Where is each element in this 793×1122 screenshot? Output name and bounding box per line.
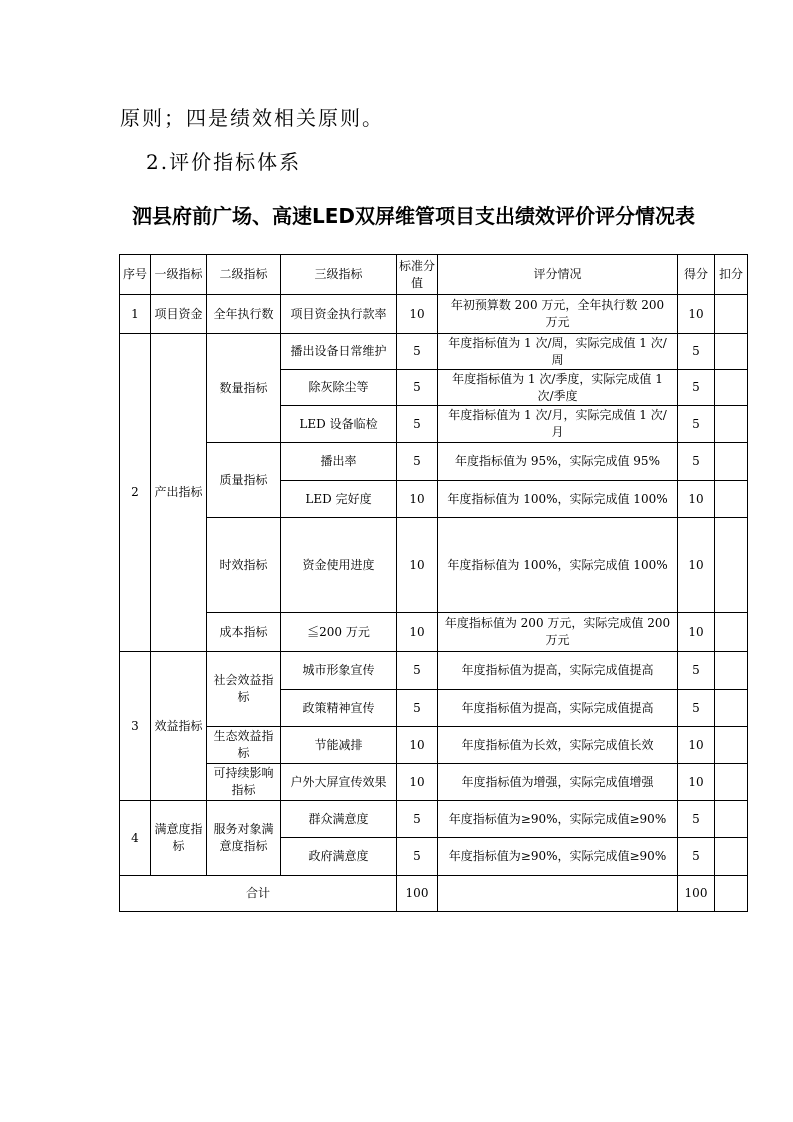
- score-cell: 5: [678, 406, 715, 443]
- level3-cell: 节能减排: [281, 727, 397, 764]
- level3-cell: 政府满意度: [281, 838, 397, 876]
- score-cell: 5: [678, 801, 715, 838]
- level3-cell: 除灰除尘等: [281, 370, 397, 406]
- deduct-cell: [715, 764, 748, 801]
- section-heading: 2.评价指标体系: [146, 150, 302, 174]
- deduct-cell: [715, 801, 748, 838]
- eval-cell: 年度指标值为 100%，实际完成值 100%: [438, 518, 678, 613]
- deduct-cell: [715, 406, 748, 443]
- eval-cell: 年度指标值为提高，实际完成值提高: [438, 652, 678, 690]
- level3-cell: ≦200 万元: [281, 613, 397, 652]
- deduct-cell: [715, 727, 748, 764]
- std-cell: 5: [397, 406, 438, 443]
- level3-cell: 播出率: [281, 443, 397, 481]
- table-row: [120, 801, 748, 838]
- level3-cell: 项目资金执行款率: [281, 295, 397, 334]
- deduct-cell: [715, 518, 748, 613]
- seq-cell: 1: [120, 295, 151, 334]
- header-level1: 一级指标: [151, 255, 207, 295]
- table-row: [120, 652, 748, 690]
- level2-cell: 数量指标: [207, 334, 281, 443]
- deduct-cell: [715, 690, 748, 727]
- eval-cell: 年度指标值为 1 次/季度，实际完成值 1 次/季度: [438, 370, 678, 406]
- level3-cell: LED 设备临检: [281, 406, 397, 443]
- level1-cell: 效益指标: [151, 652, 207, 801]
- total-eval: [438, 876, 678, 912]
- table-row: [120, 334, 748, 370]
- std-cell: 5: [397, 801, 438, 838]
- level3-cell: 群众满意度: [281, 801, 397, 838]
- level2-cell: 全年执行数: [207, 295, 281, 334]
- level2-cell: 时效指标: [207, 518, 281, 613]
- std-cell: 5: [397, 690, 438, 727]
- score-table: [119, 254, 748, 912]
- std-cell: 5: [397, 838, 438, 876]
- total-row: [120, 876, 748, 912]
- total-deduct: [715, 876, 748, 912]
- body-text-line: 原则；四是绩效相关原则。: [120, 106, 384, 130]
- header-eval: 评分情况: [438, 255, 678, 295]
- total-score: 100: [678, 876, 715, 912]
- score-cell: 10: [678, 518, 715, 613]
- score-cell: 10: [678, 727, 715, 764]
- level1-cell: 产出指标: [151, 334, 207, 652]
- eval-cell: 年度指标值为≥90%，实际完成值≥90%: [438, 801, 678, 838]
- table-title: 泗县府前广场、高速LED双屏维管项目支出绩效评价评分情况表: [132, 204, 696, 228]
- score-cell: 10: [678, 295, 715, 334]
- score-cell: 5: [678, 652, 715, 690]
- score-cell: 10: [678, 613, 715, 652]
- seq-cell: 4: [120, 801, 151, 876]
- std-cell: 10: [397, 295, 438, 334]
- table-row: [120, 727, 748, 764]
- header-std: 标准分值: [397, 255, 438, 295]
- deduct-cell: [715, 481, 748, 518]
- std-cell: 10: [397, 518, 438, 613]
- std-cell: 5: [397, 443, 438, 481]
- level3-cell: LED 完好度: [281, 481, 397, 518]
- score-table-body: [120, 255, 748, 912]
- score-cell: 5: [678, 690, 715, 727]
- score-cell: 5: [678, 334, 715, 370]
- header-seq: 序号: [120, 255, 151, 295]
- eval-cell: 年度指标值为 1 次/周，实际完成值 1 次/周: [438, 334, 678, 370]
- std-cell: 10: [397, 481, 438, 518]
- score-cell: 5: [678, 443, 715, 481]
- std-cell: 5: [397, 652, 438, 690]
- score-cell: 5: [678, 838, 715, 876]
- eval-cell: 年度指标值为 200 万元，实际完成值 200 万元: [438, 613, 678, 652]
- eval-cell: 年度指标值为长效，实际完成值长效: [438, 727, 678, 764]
- level3-cell: 政策精神宣传: [281, 690, 397, 727]
- std-cell: 10: [397, 613, 438, 652]
- table-header-row: [120, 255, 748, 295]
- header-level3: 三级指标: [281, 255, 397, 295]
- level1-cell: 满意度指标: [151, 801, 207, 876]
- table-row: [120, 295, 748, 334]
- level3-cell: 播出设备日常维护: [281, 334, 397, 370]
- level1-cell: 项目资金: [151, 295, 207, 334]
- deduct-cell: [715, 838, 748, 876]
- score-cell: 10: [678, 481, 715, 518]
- table-row: [120, 518, 748, 613]
- deduct-cell: [715, 652, 748, 690]
- deduct-cell: [715, 370, 748, 406]
- level2-cell: 生态效益指标: [207, 727, 281, 764]
- std-cell: 10: [397, 727, 438, 764]
- std-cell: 5: [397, 370, 438, 406]
- deduct-cell: [715, 334, 748, 370]
- header-deduct: 扣分: [715, 255, 748, 295]
- eval-cell: 年度指标值为 95%，实际完成值 95%: [438, 443, 678, 481]
- table-row: [120, 613, 748, 652]
- table-row: [120, 443, 748, 481]
- level3-cell: 资金使用进度: [281, 518, 397, 613]
- header-score: 得分: [678, 255, 715, 295]
- eval-cell: 年度指标值为 1 次/月，实际完成值 1 次/月: [438, 406, 678, 443]
- total-label: 合计: [120, 876, 397, 912]
- level2-cell: 质量指标: [207, 443, 281, 518]
- table-row: [120, 764, 748, 801]
- seq-cell: 3: [120, 652, 151, 801]
- score-cell: 10: [678, 764, 715, 801]
- eval-cell: 年度指标值为增强，实际完成值增强: [438, 764, 678, 801]
- std-cell: 10: [397, 764, 438, 801]
- level2-cell: 社会效益指标: [207, 652, 281, 727]
- seq-cell: 2: [120, 334, 151, 652]
- level2-cell: 成本指标: [207, 613, 281, 652]
- total-std: 100: [397, 876, 438, 912]
- deduct-cell: [715, 295, 748, 334]
- eval-cell: 年初预算数 200 万元，全年执行数 200 万元: [438, 295, 678, 334]
- header-level2: 二级指标: [207, 255, 281, 295]
- level3-cell: 户外大屏宣传效果: [281, 764, 397, 801]
- level2-cell: 可持续影响指标: [207, 764, 281, 801]
- eval-cell: 年度指标值为提高，实际完成值提高: [438, 690, 678, 727]
- eval-cell: 年度指标值为 100%，实际完成值 100%: [438, 481, 678, 518]
- deduct-cell: [715, 443, 748, 481]
- score-cell: 5: [678, 370, 715, 406]
- eval-cell: 年度指标值为≥90%，实际完成值≥90%: [438, 838, 678, 876]
- deduct-cell: [715, 613, 748, 652]
- level3-cell: 城市形象宣传: [281, 652, 397, 690]
- std-cell: 5: [397, 334, 438, 370]
- level2-cell: 服务对象满意度指标: [207, 801, 281, 876]
